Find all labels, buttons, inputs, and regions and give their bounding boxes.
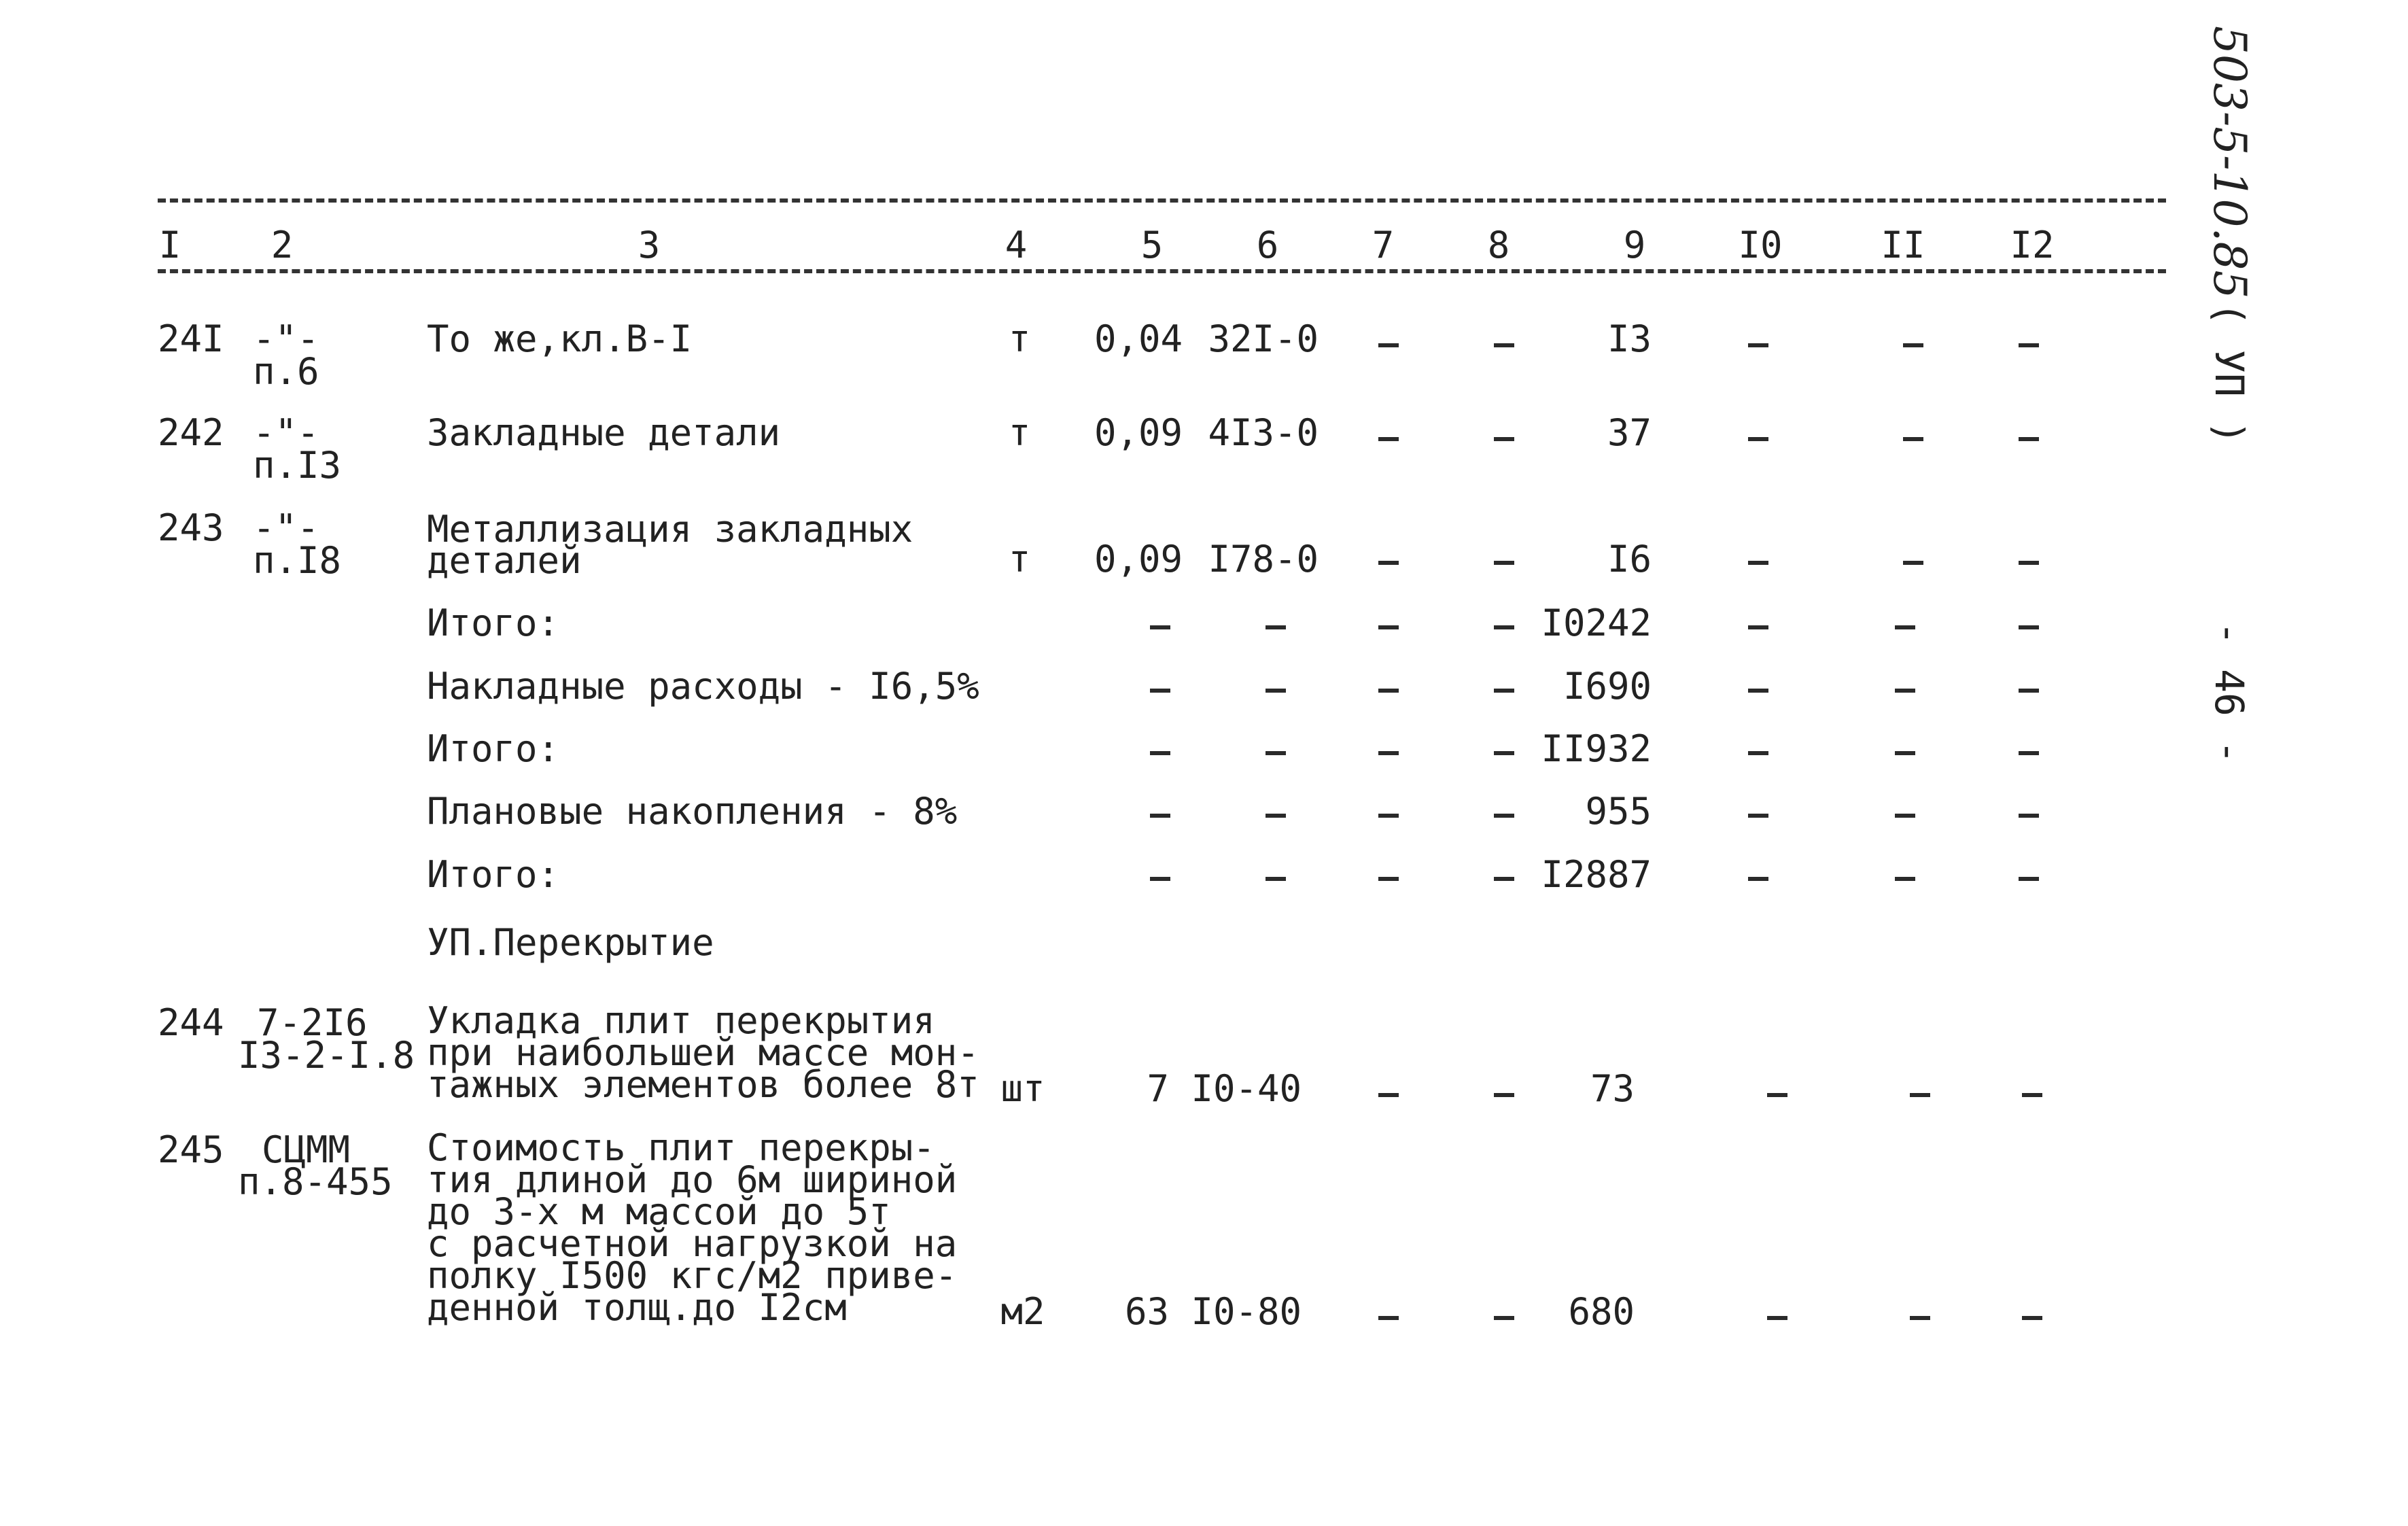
empty-cell-dash [1748, 689, 1768, 693]
empty-cell-dash [1748, 561, 1768, 565]
empty-cell-dash [1378, 877, 1399, 881]
col-header-12: I2 [2010, 224, 2055, 266]
row-description-line: деталей [427, 539, 582, 582]
empty-cell-dash [1748, 877, 1768, 881]
empty-cell-dash [2019, 625, 2039, 629]
col-header-4: 4 [1005, 224, 1028, 266]
row-col9: I6 [1607, 538, 1652, 580]
row-description-line: денной толщ.до I2см [427, 1286, 847, 1329]
row-number: 242 [158, 411, 224, 454]
empty-cell-dash [1748, 437, 1768, 441]
row-unit: т [1008, 317, 1031, 360]
row-unit: м2 [1000, 1290, 1045, 1333]
empty-cell-dash [1378, 625, 1399, 629]
totals-col9: I690 [1563, 665, 1652, 708]
row-description-line: тажных элементов более 8т [427, 1063, 979, 1106]
row-ref-line: п.I3 [253, 444, 342, 487]
row-description-line: То же,кл.В-I [427, 317, 693, 360]
col-header-11: II [1881, 224, 1925, 266]
row-col5: 0,04 [1094, 317, 1183, 360]
empty-cell-dash [1748, 751, 1768, 755]
row-description-line: до 3-х м массой до 5т [427, 1190, 891, 1233]
empty-cell-dash [1378, 561, 1399, 565]
row-ref-line: 7-2I6 [257, 1001, 368, 1044]
empty-cell-dash [1266, 689, 1286, 693]
empty-cell-dash [1895, 689, 1915, 693]
totals-col9: I0242 [1541, 602, 1652, 644]
empty-cell-dash [1378, 343, 1399, 347]
empty-cell-dash [2019, 751, 2039, 755]
row-description-line: с расчетной нагрузкой на [427, 1222, 958, 1265]
empty-cell-dash [1494, 877, 1514, 881]
header-top-rule [158, 198, 2166, 203]
row-description-line: полку I500 кгс/м2 приве- [427, 1254, 958, 1297]
row-ref-line: п.6 [253, 350, 319, 393]
empty-cell-dash [1378, 437, 1399, 441]
row-unit: т [1008, 411, 1031, 454]
row-description-line: Стоимость плит перекры- [427, 1126, 935, 1169]
empty-cell-dash [1494, 561, 1514, 565]
empty-cell-dash [1494, 814, 1514, 818]
col-header-10: I0 [1738, 224, 1783, 266]
empty-cell-dash [2019, 437, 2039, 441]
totals-label: Накладные расходы - I6,5% [427, 665, 979, 708]
col-header-6: 6 [1256, 224, 1279, 266]
empty-cell-dash [2019, 689, 2039, 693]
empty-cell-dash [1150, 814, 1170, 818]
empty-cell-dash [1767, 1093, 1787, 1097]
col-header-7: 7 [1372, 224, 1395, 266]
row-description-line: Укладка плит перекрытия [427, 999, 935, 1042]
empty-cell-dash [1494, 689, 1514, 693]
row-description-line: тия длиной до 6м шириной [427, 1158, 958, 1201]
row-ref-line: СЦММ [262, 1128, 351, 1171]
row-number: 24I [158, 317, 224, 360]
row-col6: I78-0 [1208, 538, 1319, 580]
row-number: 243 [158, 506, 224, 549]
empty-cell-dash [1494, 751, 1514, 755]
empty-cell-dash [1266, 751, 1286, 755]
empty-cell-dash [2019, 814, 2039, 818]
empty-cell-dash [2019, 343, 2039, 347]
empty-cell-dash [2022, 1093, 2042, 1097]
row-col5: 63 [1124, 1290, 1169, 1333]
row-unit: т [1008, 538, 1031, 580]
row-ref-line: п.I8 [253, 539, 342, 582]
totals-col9: II932 [1541, 727, 1652, 770]
row-col9: I3 [1607, 317, 1652, 360]
empty-cell-dash [1150, 689, 1170, 693]
col-header-5: 5 [1140, 224, 1164, 266]
empty-cell-dash [1378, 1093, 1399, 1097]
empty-cell-dash [1494, 343, 1514, 347]
col-header-3: 3 [638, 224, 661, 266]
empty-cell-dash [1895, 751, 1915, 755]
page-number: - 46 - [2206, 621, 2252, 764]
empty-cell-dash [2019, 561, 2039, 565]
totals-label: Итого: [427, 602, 560, 644]
document-code: 503-5-10.85 [2203, 26, 2256, 299]
row-ref-line: -"- [253, 506, 319, 549]
empty-cell-dash [1767, 1316, 1787, 1320]
row-description-line: при наибольшей массе мон- [427, 1031, 979, 1074]
row-ref-line: -"- [253, 317, 319, 360]
row-col6: I0-80 [1191, 1290, 1302, 1333]
section-title: УП.Перекрытие [427, 921, 714, 964]
row-col9: 680 [1568, 1290, 1635, 1333]
empty-cell-dash [1910, 1093, 1930, 1097]
empty-cell-dash [1748, 814, 1768, 818]
empty-cell-dash [1266, 814, 1286, 818]
empty-cell-dash [1494, 625, 1514, 629]
totals-label: Итого: [427, 727, 560, 770]
empty-cell-dash [1748, 343, 1768, 347]
totals-label: Итого: [427, 853, 560, 896]
section-mark: ( УП ) [2206, 302, 2252, 445]
row-col6: 4I3-0 [1208, 411, 1319, 454]
row-col5: 0,09 [1094, 538, 1183, 580]
empty-cell-dash [1903, 343, 1923, 347]
header-bottom-rule [158, 269, 2166, 273]
totals-col9: I2887 [1541, 853, 1652, 896]
col-header-2: 2 [271, 224, 294, 266]
empty-cell-dash [1378, 814, 1399, 818]
row-unit: шт [1000, 1067, 1045, 1110]
empty-cell-dash [1895, 877, 1915, 881]
row-number: 244 [158, 1001, 224, 1044]
empty-cell-dash [2019, 877, 2039, 881]
row-description-line: Металлизация закладных [427, 508, 913, 551]
empty-cell-dash [1150, 877, 1170, 881]
col-header-9: 9 [1623, 224, 1646, 266]
col-header-1: I [158, 224, 181, 266]
row-ref-line: -"- [253, 411, 319, 454]
empty-cell-dash [1378, 689, 1399, 693]
row-ref-line: п.8-455 [238, 1160, 393, 1203]
empty-cell-dash [1494, 1316, 1514, 1320]
totals-label: Плановые накопления - 8% [427, 790, 958, 833]
empty-cell-dash [1378, 751, 1399, 755]
totals-col9: 955 [1585, 790, 1652, 833]
empty-cell-dash [2022, 1316, 2042, 1320]
empty-cell-dash [1266, 625, 1286, 629]
empty-cell-dash [1266, 877, 1286, 881]
empty-cell-dash [1748, 625, 1768, 629]
empty-cell-dash [1903, 561, 1923, 565]
row-col9: 37 [1607, 411, 1652, 454]
empty-cell-dash [1895, 814, 1915, 818]
empty-cell-dash [1150, 751, 1170, 755]
row-col6: I0-40 [1191, 1067, 1302, 1110]
empty-cell-dash [1895, 625, 1915, 629]
col-header-8: 8 [1487, 224, 1510, 266]
empty-cell-dash [1903, 437, 1923, 441]
row-description-line: Закладные детали [427, 411, 781, 454]
row-number: 245 [158, 1128, 224, 1171]
row-col6: 32I-0 [1208, 317, 1319, 360]
empty-cell-dash [1378, 1316, 1399, 1320]
row-col9: 73 [1590, 1067, 1635, 1110]
empty-cell-dash [1494, 1093, 1514, 1097]
row-col5: 7 [1147, 1067, 1169, 1110]
empty-cell-dash [1150, 625, 1170, 629]
empty-cell-dash [1910, 1316, 1930, 1320]
row-col5: 0,09 [1094, 411, 1183, 454]
row-ref-line: I3-2-I.8 [238, 1034, 415, 1077]
empty-cell-dash [1494, 437, 1514, 441]
